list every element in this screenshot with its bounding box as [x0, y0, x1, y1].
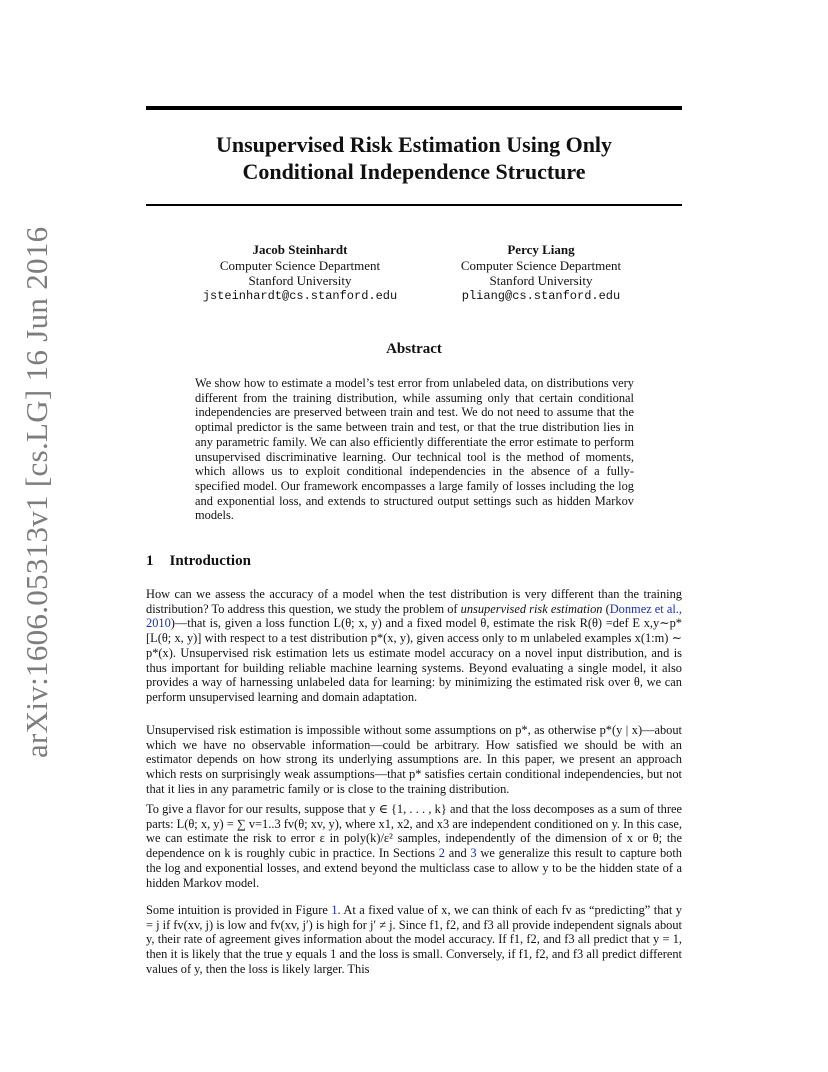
author-affiliation: Stanford University: [489, 273, 593, 288]
emphasis-text: unsupervised risk estimation: [460, 601, 603, 616]
author-name: Percy Liang: [507, 242, 575, 257]
intro-paragraph-1: [146, 587, 682, 705]
section-title: Introduction: [169, 553, 251, 569]
author-affiliation: Stanford University: [248, 273, 352, 288]
author-block-1: [195, 242, 405, 304]
title-line-2: Conditional Independence Structure: [242, 159, 586, 184]
intro-paragraph-2: Unsupervised risk estimation is impossible without some assumptions on p*, as otherwise p*(y | x)—about which we have no observable information—could be arbitrary. How satisfied we should be with an estimator depends on how strong its underlying assumptions are. In this paper, we present an approach which rests on surprisingly weak assumptions—that p* satisfies certain conditional independencies, but not that it lies in any parametric family or is close to the training distribution.: [146, 723, 682, 796]
section-ref-link[interactable]: 3: [470, 846, 477, 861]
author-email[interactable]: pliang@cs.stanford.edu: [461, 288, 621, 303]
text-run: Some intuition is provided in Figure: [146, 903, 332, 917]
text-run: . At a fixed value of x, we can think of each fv as “predicting” that y = j if fv(xv, j) is low and fv(xv, j′) is high for j′ ≠ j. Since f1, f2, and f3 all provide independent signals about y, their rate of agreement gives information about the model accuracy. If f1, f2, and f3 all predict that y = 1, then it is likely that the true y equals 1 and the loss is small. Conversely, if f1, f2, and f3 all predict different values of y, then the loss is likely larger. This: [146, 903, 682, 976]
citation-link[interactable]: Donmez et al., 2010: [146, 601, 682, 631]
text-run: To give a flavor for our results, suppose that y ∈ {1, . . . , k} and that the loss decomposes as a sum of three parts: L(θ; x, y) = ∑ v=1..3 fv(θ; xv, y), where x1, x2, and x3 are independent conditioned on y. In this case, we can estimate the risk to error ε in poly(k)/ε² samples, independently of the dimension of x or θ; the dependence on k is roughly cubic in practice. In Sections: [146, 802, 682, 861]
text-run: )—that is, given a loss function L(θ; x, y) and a fixed model θ, estimate the risk R(θ) =def E x,y∼p* [L(θ; x, y)] with respect to a test distribution p*(x, y), given access only to m unlabeled examples x(1:m) ∼ p*(x). Unsupervised risk estimation lets us estimate model accuracy on a novel input distribution, and is thus important for building reliable machine learning systems. Beyond evaluating a single model, it also provides a way of harnessing unlabeled data for learning: by minimizing the estimated risk over θ, we can perform unsupervised learning and domain adaptation.: [146, 616, 682, 704]
author-block-2: [436, 242, 646, 304]
title-line-1: Unsupervised Risk Estimation Using Only: [215, 132, 613, 157]
title-bottom-rule: [146, 204, 682, 206]
text-run: (: [602, 601, 610, 616]
paper-title: [146, 131, 682, 185]
author-department: Computer Science Department: [460, 257, 622, 273]
intro-paragraph-3: [146, 802, 682, 890]
abstract-heading: Abstract: [386, 341, 442, 357]
author-name: Jacob Steinhardt: [252, 242, 348, 257]
text-run: we generalize this result to capture both the log and exponential losses, and extend beyond the multiclass case to allow y to be the hidden state of a hidden Markov model.: [146, 846, 682, 890]
abstract-text: We show how to estimate a model’s test error from unlabeled data, on distributions very different from the training distribution, while assuming only that certain conditional independencies are preserved between train and test. We do not need to assume that the optimal predictor is the same between train and test, or that the true distribution lies in any parametric family. We can also efficiently differentiate the error estimate to perform unsupervised discriminative learning. Our technical tool is the method of moments, which allows us to exploit conditional independencies in the absence of a fully-specified model. Our framework encompasses a large family of losses including the log and exponential loss, and extends to structured output settings such as hidden Markov models.: [195, 376, 634, 523]
intro-paragraph-4: [146, 903, 682, 977]
text-run: How can we assess the accuracy of a model when the test distribution is very different than the training distribution? To address this question, we study the problem of: [146, 587, 682, 616]
figure-ref-link[interactable]: 1: [331, 903, 338, 917]
section-number: 1: [146, 553, 154, 569]
section-ref-link[interactable]: 2: [438, 846, 445, 861]
title-top-rule: [146, 106, 682, 110]
arxiv-identifier-stamp: arXiv:1606.05313v1 [cs.LG] 16 Jun 2016: [19, 226, 54, 758]
author-department: Computer Science Department: [219, 257, 381, 273]
section-heading: [146, 553, 251, 570]
author-email[interactable]: jsteinhardt@cs.stanford.edu: [202, 288, 398, 303]
text-run: and: [444, 846, 471, 861]
